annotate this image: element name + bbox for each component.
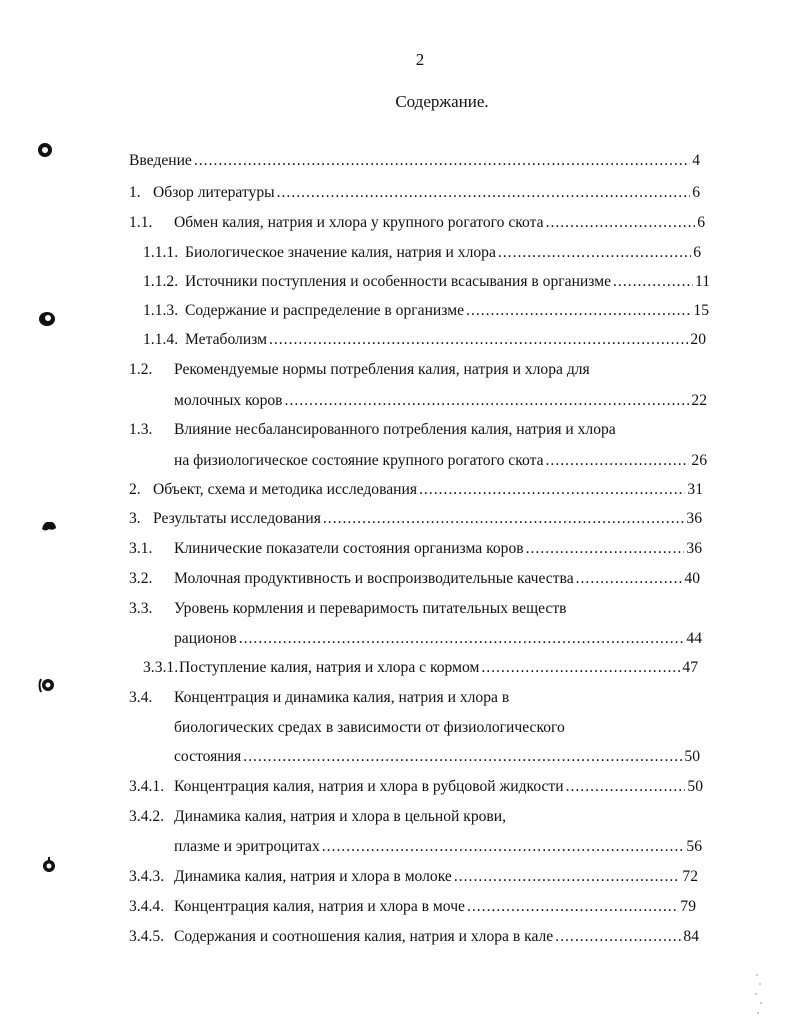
toc-entry-page: 47 bbox=[682, 659, 698, 676]
toc-entry-page: 11 bbox=[694, 273, 710, 290]
toc-leader-dots bbox=[546, 212, 696, 234]
toc-entry-text: плазме и эритроцитах bbox=[174, 838, 320, 855]
toc-entry-number: 3.4.1. bbox=[129, 778, 165, 795]
toc-entry-page: 50 bbox=[684, 748, 700, 765]
toc-entry-number: 3.1. bbox=[129, 540, 153, 557]
toc-entry-3-1 bbox=[129, 538, 702, 560]
toc-entry-page: 36 bbox=[686, 540, 702, 557]
toc-entry-1-1-2 bbox=[143, 271, 710, 293]
toc-entry-number: 3.2. bbox=[129, 570, 153, 587]
toc-leader-dots bbox=[481, 657, 680, 679]
toc-leader-dots bbox=[322, 836, 685, 858]
toc-entry-3-4-3 bbox=[129, 866, 698, 888]
toc-entry-1-3-cont bbox=[174, 450, 707, 472]
toc-entry-text: Клинические показатели состояния организма коров bbox=[174, 540, 524, 557]
toc-leader-dots bbox=[566, 776, 686, 798]
toc-entry-3-4-5 bbox=[129, 926, 699, 948]
toc-entry-text: Влияние несбалансированного потребления калия, натрия и хлора bbox=[174, 421, 616, 438]
toc-entry-page: 79 bbox=[680, 898, 696, 915]
toc-entry-3-3-cont bbox=[174, 628, 702, 650]
toc-leader-dots bbox=[555, 926, 681, 948]
toc-leader-dots bbox=[239, 628, 685, 650]
toc-entry-text: Содержания и соотношения калия, натрия и хлора в кале bbox=[174, 928, 554, 945]
toc-entry-number: 3.4.3. bbox=[129, 868, 165, 885]
toc-entry-text: Биологическое значение калия, натрия и хлора bbox=[185, 244, 496, 261]
toc-leader-dots bbox=[454, 866, 681, 888]
punch-hole-icon bbox=[37, 676, 55, 694]
toc-entry-page: 6 bbox=[697, 214, 705, 231]
toc-entry-3-4-2-cont bbox=[174, 836, 702, 858]
toc-entry-text: Молочная продуктивность и воспроизводительные качества bbox=[174, 570, 574, 587]
toc-entry-text: рационов bbox=[174, 630, 237, 647]
toc-entry-text: биологических средах в зависимости от физиологического bbox=[174, 719, 565, 736]
toc-entry-3 bbox=[129, 508, 702, 530]
toc-entry-page: 72 bbox=[682, 868, 698, 885]
toc-entry-intro bbox=[129, 150, 700, 172]
toc-entry-number: 3.4. bbox=[129, 689, 153, 706]
toc-entry-text: Концентрация калия, натрия и хлора в рубцовой жидкости bbox=[174, 778, 564, 795]
toc-entry-text: Поступление калия, натрия и хлора с кормом bbox=[179, 659, 480, 676]
toc-leader-dots bbox=[613, 271, 693, 293]
toc-entry-1-1 bbox=[129, 212, 705, 234]
toc-entry-text: Результаты исследования bbox=[153, 510, 321, 527]
toc-entry-page: 15 bbox=[693, 302, 709, 319]
toc-entry-1-1-3 bbox=[143, 300, 709, 322]
toc-entry-page: 50 bbox=[687, 778, 703, 795]
toc-entry-number: 1.1.1. bbox=[143, 244, 179, 261]
toc-leader-dots bbox=[277, 182, 691, 204]
toc-entry-page: 6 bbox=[693, 244, 701, 261]
toc-entry-number: 1.1.3. bbox=[143, 302, 179, 319]
scan-noise-dots bbox=[752, 970, 766, 1020]
toc-entry-3-4 bbox=[129, 687, 689, 709]
toc-entry-text: Метаболизм bbox=[185, 331, 267, 348]
toc-entry-3-4-2 bbox=[129, 806, 689, 828]
page-title: Содержание. bbox=[395, 92, 489, 111]
punch-hole-icon bbox=[36, 141, 54, 159]
toc-entry-text: Обзор литературы bbox=[153, 184, 275, 201]
toc-entry-page: 44 bbox=[686, 630, 702, 647]
toc-entry-text: Содержание и распределение в организме bbox=[185, 302, 465, 319]
page-number: 2 bbox=[415, 50, 425, 69]
toc-entry-page: 22 bbox=[691, 392, 707, 409]
toc-entry-3-3 bbox=[129, 598, 689, 620]
toc-entry-number: 1.1. bbox=[129, 214, 153, 231]
toc-entry-3-2 bbox=[129, 568, 700, 590]
toc-entry-number: 3.3.1. bbox=[143, 659, 179, 676]
toc-entry-text: на физиологическое состояние крупного рогатого скота bbox=[174, 452, 544, 469]
toc-entry-number: 3.3. bbox=[129, 600, 153, 617]
toc-entry-1-1-4 bbox=[143, 329, 706, 351]
toc-entry-number: 1.1.2. bbox=[143, 273, 179, 290]
toc-entry-text: Введение bbox=[129, 152, 192, 169]
toc-entry-number: 3. bbox=[129, 510, 141, 527]
toc-entry-number: 3.4.5. bbox=[129, 928, 165, 945]
toc-entry-3-4-4 bbox=[129, 896, 696, 918]
toc-entry-1 bbox=[129, 182, 700, 204]
toc-entry-text: состояния bbox=[174, 748, 242, 765]
toc-leader-dots bbox=[243, 746, 682, 768]
toc-entry-number: 1. bbox=[129, 184, 141, 201]
toc-entry-2 bbox=[129, 479, 703, 501]
toc-leader-dots bbox=[285, 390, 690, 412]
toc-entry-page: 36 bbox=[686, 510, 702, 527]
toc-entry-page: 26 bbox=[691, 452, 707, 469]
toc-leader-dots bbox=[269, 329, 688, 351]
toc-entry-page: 31 bbox=[687, 481, 703, 498]
toc-leader-dots bbox=[419, 479, 685, 501]
toc-leader-dots bbox=[323, 508, 685, 530]
toc-entry-text: Концентрация калия, натрия и хлора в моче bbox=[174, 898, 465, 915]
toc-entry-text: Динамика калия, натрия и хлора в цельной крови, bbox=[174, 808, 507, 825]
toc-entry-text: Объект, схема и методика исследования bbox=[153, 481, 418, 498]
toc-entry-number: 2. bbox=[129, 481, 141, 498]
toc-leader-dots bbox=[576, 568, 683, 590]
toc-entry-text: Рекомендуемые нормы потребления калия, натрия и хлора для bbox=[174, 361, 590, 378]
toc-leader-dots bbox=[546, 450, 690, 472]
toc-entry-text: Динамика калия, натрия и хлора в молоке bbox=[174, 868, 452, 885]
toc-entry-number: 3.4.2. bbox=[129, 808, 165, 825]
toc-entry-3-4-cont bbox=[174, 717, 694, 739]
toc-entry-text: Уровень кормления и переваримость питательных веществ bbox=[174, 600, 567, 617]
toc-entry-page: 20 bbox=[690, 331, 706, 348]
toc-leader-dots bbox=[466, 300, 691, 322]
toc-entry-page: 40 bbox=[684, 570, 700, 587]
toc-leader-dots bbox=[467, 896, 678, 918]
punch-hole-icon bbox=[38, 310, 56, 328]
toc-leader-dots bbox=[498, 242, 691, 264]
toc-entry-number: 1.1.4. bbox=[143, 331, 179, 348]
toc-entry-3-4-cont2 bbox=[174, 746, 700, 768]
toc-entry-1-1-1 bbox=[143, 242, 701, 264]
punch-hole-icon bbox=[40, 856, 58, 874]
toc-entry-text: молочных коров bbox=[174, 392, 283, 409]
toc-entry-number: 1.2. bbox=[129, 361, 153, 378]
punch-hole-icon bbox=[40, 517, 58, 535]
toc-entry-1-2-cont bbox=[174, 390, 707, 412]
toc-entry-number: 1.3. bbox=[129, 421, 153, 438]
toc-entry-page: 4 bbox=[692, 152, 700, 169]
toc-leader-dots bbox=[526, 538, 685, 560]
toc-entry-page: 6 bbox=[692, 184, 700, 201]
toc-leader-dots bbox=[194, 150, 690, 172]
toc-entry-number: 3.4.4. bbox=[129, 898, 165, 915]
toc-entry-text: Концентрация и динамика калия, натрия и хлора в bbox=[174, 689, 510, 706]
toc-entry-3-4-1 bbox=[129, 776, 703, 798]
toc-entry-1-2 bbox=[129, 359, 689, 381]
toc-entry-1-3 bbox=[129, 419, 689, 441]
toc-entry-page: 84 bbox=[683, 928, 699, 945]
toc-entry-page: 56 bbox=[686, 838, 702, 855]
toc-entry-3-3-1 bbox=[143, 657, 698, 679]
toc-entry-text: Источники поступления и особенности всасывания в организме bbox=[185, 273, 611, 290]
toc-entry-text: Обмен калия, натрия и хлора у крупного рогатого скота bbox=[174, 214, 544, 231]
